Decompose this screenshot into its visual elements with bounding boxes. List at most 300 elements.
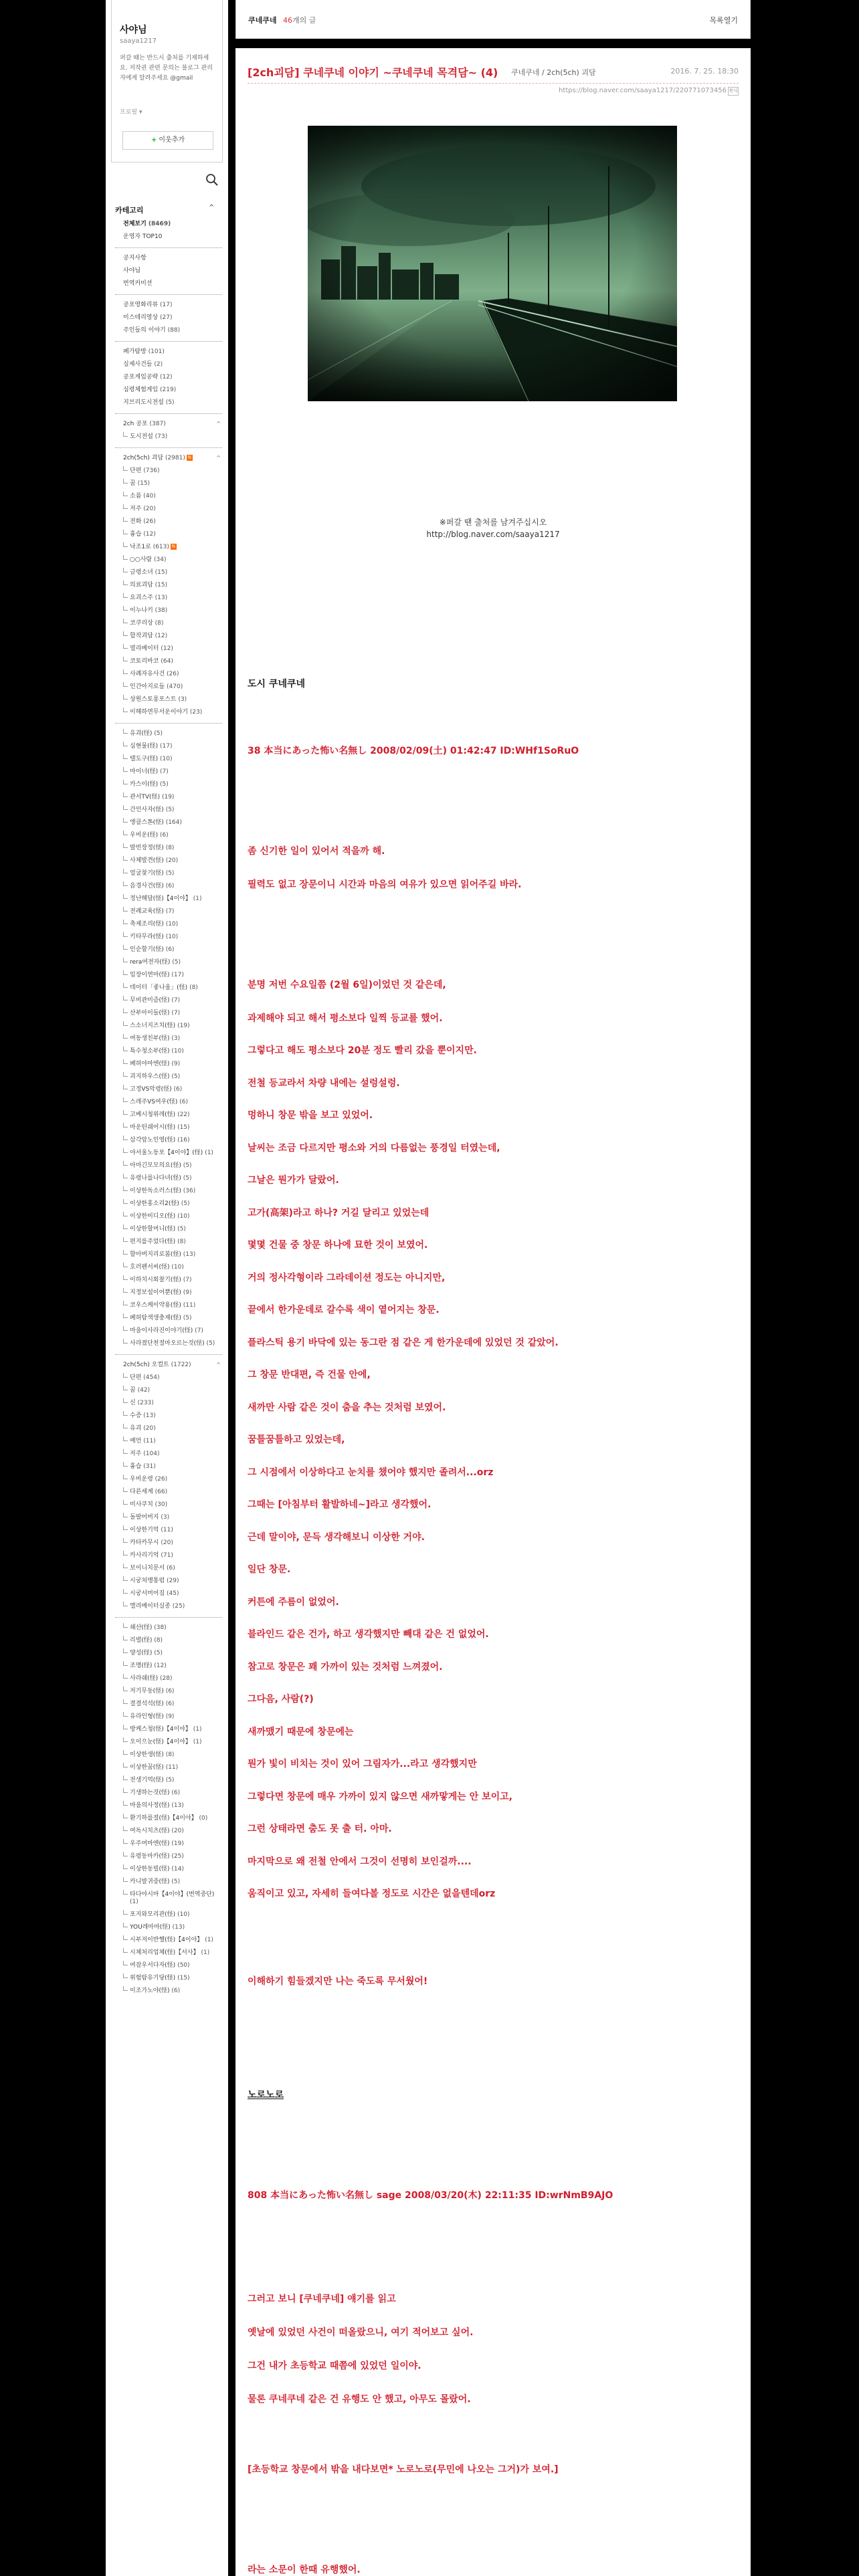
- category-item[interactable]: [115, 1685, 222, 1698]
- category-item[interactable]: [115, 1575, 222, 1588]
- category-item[interactable]: [115, 1711, 222, 1723]
- category-item[interactable]: [115, 1909, 222, 1921]
- category-item[interactable]: [115, 1774, 222, 1787]
- category-item[interactable]: [115, 371, 222, 384]
- category-count: (10): [171, 1264, 184, 1271]
- category-label: 주인들의 이야기: [123, 327, 166, 334]
- category-label: 공포영화리뷰: [123, 302, 159, 308]
- category-item[interactable]: [115, 842, 222, 855]
- search-icon[interactable]: [205, 173, 219, 187]
- category-count: (5): [154, 1650, 163, 1656]
- category-item[interactable]: [115, 905, 222, 918]
- category-item[interactable]: [115, 1210, 222, 1223]
- category-count: (30): [155, 1501, 168, 1508]
- category-label: 심현물(怪): [130, 743, 159, 750]
- category-item[interactable]: [115, 1838, 222, 1850]
- new-badge-icon: N: [171, 544, 176, 549]
- category-divider: [115, 1617, 222, 1618]
- category-item[interactable]: [115, 1435, 222, 1448]
- post-text-line: 과제해야 되고 해서 평소보다 일찍 등교를 했어.: [248, 1013, 443, 1024]
- category-label: 폐허야마엔(怪): [130, 1061, 170, 1067]
- chevron-up-icon[interactable]: ^: [216, 421, 221, 427]
- category-item[interactable]: [115, 1071, 222, 1083]
- category-count: (28): [159, 1675, 173, 1682]
- category-divider: [115, 294, 222, 295]
- category-item[interactable]: [115, 1020, 222, 1033]
- category-item[interactable]: [115, 1185, 222, 1198]
- category-count: (13): [183, 1251, 196, 1258]
- category-item[interactable]: [115, 1850, 222, 1863]
- post-title[interactable]: [2ch괴담] 쿠네쿠네 이야기 ~쿠네쿠네 목격담~ (4): [248, 66, 498, 79]
- category-count: (3): [171, 1035, 181, 1042]
- category-item[interactable]: [115, 1959, 222, 1972]
- category-count: (1): [193, 895, 202, 902]
- category-count: (5): [177, 1226, 186, 1232]
- category-item[interactable]: [115, 655, 222, 668]
- category-count: (17): [160, 302, 173, 308]
- category-count: (6): [171, 1790, 181, 1796]
- category-item[interactable]: [115, 1972, 222, 1985]
- category-count: (10): [165, 934, 179, 940]
- category-item[interactable]: [115, 1096, 222, 1109]
- category-item[interactable]: [115, 278, 222, 290]
- category-label: 2ch(5ch) 괴담: [123, 455, 164, 461]
- post-photo[interactable]: [308, 126, 677, 401]
- post-body: [235, 48, 751, 2576]
- category-item[interactable]: [115, 817, 222, 829]
- category-label: 타다야시마【4이야】(번역중단): [130, 1891, 215, 1898]
- category-item[interactable]: [115, 1537, 222, 1549]
- category-item[interactable]: [115, 1299, 222, 1312]
- category-count: (66): [155, 1489, 168, 1495]
- category-item[interactable]: [115, 1524, 222, 1537]
- category-count: (0): [199, 1815, 208, 1822]
- category-label: 무비관미즘(怪): [130, 997, 170, 1004]
- post-text-line: 필력도 없고 장문이니 시간과 마음의 여유가 있으면 읽어주길 바라.: [248, 879, 522, 890]
- category-count: (20): [171, 1828, 184, 1834]
- category-count: (5): [181, 1200, 190, 1207]
- category-item[interactable]: [115, 1600, 222, 1613]
- post-text-line: 그건 내가 초등학교 때쯤에 있었던 일이야.: [248, 2361, 421, 2371]
- category-label: 2ch(5ch) 오컬트: [123, 1362, 169, 1368]
- category-count: (8): [165, 1751, 175, 1758]
- category-item[interactable]: [115, 1147, 222, 1160]
- category-item[interactable]: [115, 918, 222, 931]
- category-item[interactable]: [115, 1109, 222, 1121]
- category-item[interactable]: [115, 252, 222, 265]
- category-count: (5): [171, 1073, 181, 1080]
- category-item[interactable]: [115, 893, 222, 905]
- category-label: 호러펜서씨(怪): [130, 1264, 170, 1271]
- category-count: (19): [177, 1023, 190, 1029]
- category-label: 사야님: [123, 267, 141, 274]
- category-item[interactable]: [115, 1083, 222, 1096]
- category-label: 지브리도시전설: [123, 399, 164, 406]
- category-label: 사례자유사건: [130, 671, 165, 677]
- copy-url-button[interactable]: 복사: [728, 87, 739, 96]
- category-item[interactable]: [115, 1325, 222, 1337]
- category-item[interactable]: [115, 1473, 222, 1486]
- category-item[interactable]: [115, 804, 222, 817]
- category-count: (15): [155, 582, 168, 588]
- category-item[interactable]: [115, 503, 222, 516]
- category-label: 단편: [130, 1374, 142, 1381]
- title-divider: [248, 83, 739, 84]
- post-url[interactable]: https://blog.naver.com/saaya1217/220771073456: [559, 87, 727, 94]
- category-item[interactable]: [115, 1647, 222, 1660]
- category-item[interactable]: [115, 778, 222, 791]
- profile-nickname[interactable]: 사야님: [120, 25, 147, 35]
- category-count: (233): [137, 1400, 154, 1406]
- category-item[interactable]: [115, 766, 222, 778]
- category-count: (5): [165, 870, 175, 877]
- category-item[interactable]: [115, 630, 222, 643]
- category-item[interactable]: [115, 218, 222, 231]
- copyright-notice: ※퍼갈 땐 출처를 남겨주십시오: [439, 518, 547, 527]
- category-item[interactable]: [115, 728, 222, 740]
- category-item[interactable]: [115, 1337, 222, 1350]
- category-item[interactable]: [115, 617, 222, 630]
- category-count: (101): [148, 348, 165, 355]
- category-item[interactable]: [115, 1499, 222, 1511]
- category-label: 낙조1로: [130, 544, 151, 550]
- category-item[interactable]: [115, 1549, 222, 1562]
- category-label: 오이으눈(怪)【4이야】: [130, 1739, 191, 1745]
- category-count: (50): [177, 1962, 190, 1969]
- category-item[interactable]: [115, 1160, 222, 1172]
- category-label: 여동생친부(怪): [130, 1035, 170, 1042]
- category-label: 축제조리(怪): [130, 921, 164, 928]
- category-item[interactable]: [115, 1261, 222, 1274]
- category-label: 마을의사정(怪): [130, 1802, 170, 1809]
- category-item[interactable]: [115, 1397, 222, 1410]
- category-label: 코쿠리상: [130, 620, 153, 627]
- category-count: (5): [206, 1340, 215, 1347]
- category-item[interactable]: [115, 1660, 222, 1673]
- post-text-line: 808 本当にあった怖い名無し sage 2008/03/20(木) 22:11:35 ID:wrNmB9AJO: [248, 2190, 613, 2201]
- category-item[interactable]: [115, 324, 222, 337]
- chevron-up-icon[interactable]: ^: [209, 204, 215, 211]
- category-item[interactable]: [115, 969, 222, 982]
- category-item[interactable]: [115, 1274, 222, 1287]
- category-item[interactable]: [115, 994, 222, 1007]
- chevron-up-icon[interactable]: ^: [216, 455, 221, 461]
- category-label: 다른세계: [130, 1489, 153, 1495]
- category-item[interactable]: [115, 1863, 222, 1876]
- category-item[interactable]: [115, 956, 222, 969]
- category-count: (11): [143, 1438, 156, 1444]
- category-item[interactable]: [115, 605, 222, 617]
- category-item[interactable]: [115, 880, 222, 893]
- category-label: 텔도구(怪): [130, 756, 159, 762]
- category-item[interactable]: [115, 299, 222, 312]
- category-count: (26): [167, 671, 179, 677]
- category-label: 이상한기억: [130, 1527, 159, 1533]
- cityscape-image: [308, 126, 677, 401]
- category-item[interactable]: [115, 418, 222, 431]
- category-item[interactable]: [115, 397, 222, 409]
- category-label: 이하치시회찰기(怪): [130, 1277, 181, 1283]
- post-count: [283, 15, 316, 25]
- category-item[interactable]: [115, 982, 222, 994]
- category-item[interactable]: [115, 541, 222, 554]
- category-label: 보이니치문서: [130, 1565, 165, 1572]
- category-item[interactable]: [115, 452, 222, 465]
- post-date: 2016. 7. 25. 18:30: [670, 67, 739, 76]
- category-item[interactable]: [115, 1058, 222, 1071]
- chevron-up-icon[interactable]: ^: [216, 1362, 221, 1368]
- category-item[interactable]: [115, 1825, 222, 1838]
- category-item[interactable]: [115, 1921, 222, 1934]
- category-label: 양성(怪): [130, 1650, 153, 1656]
- category-count: (12): [154, 1662, 167, 1669]
- category-count: (15): [177, 1975, 190, 1981]
- category-count: (8): [165, 845, 175, 851]
- list-open-button[interactable]: 목록열기: [709, 16, 738, 25]
- category-item[interactable]: [115, 867, 222, 880]
- category-count: (40): [143, 493, 156, 500]
- category-item[interactable]: [115, 829, 222, 842]
- category-item[interactable]: [115, 1249, 222, 1261]
- category-count: (1): [193, 1726, 202, 1733]
- category-count: (8): [155, 620, 164, 627]
- post-text-line: 분명 저번 수요일쯤 (2월 6일)이었던 것 같은데,: [248, 980, 446, 990]
- category-item[interactable]: [115, 1033, 222, 1045]
- category-item[interactable]: [115, 1172, 222, 1185]
- category-count: (8): [154, 1637, 163, 1644]
- profile-link[interactable]: 프로필 ▾: [120, 109, 142, 116]
- category-count: (31): [143, 1463, 156, 1470]
- category-item[interactable]: [115, 668, 222, 681]
- post-text-line: 38 本当にあった怖い名無し 2008/02/09(土) 01:42:47 ID:WHf1SoRuO: [248, 746, 579, 756]
- category-item[interactable]: [115, 1236, 222, 1249]
- category-label: 우비운(怪): [130, 832, 159, 839]
- category-item[interactable]: [115, 1947, 222, 1959]
- post-count-suffix: 개의 글: [292, 16, 316, 25]
- category-item[interactable]: [115, 231, 222, 243]
- category-item[interactable]: [115, 1372, 222, 1384]
- category-count: (17): [159, 743, 173, 750]
- post-text-line: 그 시점에서 이상하다고 눈치를 챘어야 했지만 졸려서...orz: [248, 1467, 494, 1478]
- category-count: (1): [205, 1150, 213, 1156]
- category-item[interactable]: [115, 1673, 222, 1685]
- post-text-line: 몇몇 건물 중 창문 하나에 묘한 것이 보였어.: [248, 1240, 428, 1251]
- category-item[interactable]: [115, 579, 222, 592]
- category-label: 산부아이들(怪): [130, 1010, 170, 1016]
- category-item[interactable]: [115, 1121, 222, 1134]
- category-item[interactable]: [115, 1134, 222, 1147]
- category-label: 이조가노야(怪): [130, 1988, 170, 1994]
- category-count: (7): [183, 1277, 192, 1283]
- category-item[interactable]: [115, 1749, 222, 1761]
- post-text-line: 그러고 보니 [쿠네쿠네] 얘기를 읽고: [248, 2294, 396, 2304]
- category-label: 키타무라(怪): [130, 934, 164, 940]
- category-item[interactable]: [115, 346, 222, 358]
- category-count: (23): [189, 709, 203, 716]
- category-list: [115, 218, 222, 1998]
- category-item[interactable]: [115, 358, 222, 371]
- category-item[interactable]: [115, 681, 222, 693]
- category-label: 카타카무시: [130, 1539, 159, 1546]
- category-label: 열리베이터: [130, 645, 159, 652]
- category-count: (613): [153, 544, 169, 550]
- category-count: (15): [155, 569, 168, 576]
- category-item[interactable]: [115, 1812, 222, 1825]
- category-item[interactable]: [115, 643, 222, 655]
- category-label: 미스테리영상: [123, 314, 159, 321]
- category-label: 카스이(怪): [130, 781, 159, 788]
- category-label: YOU레마마(怪): [130, 1924, 171, 1931]
- category-item[interactable]: [115, 693, 222, 706]
- category-divider: [115, 247, 222, 248]
- category-item[interactable]: [115, 1761, 222, 1774]
- category-item[interactable]: [115, 516, 222, 528]
- category-count: (9): [183, 1289, 192, 1296]
- post-text-line: 옛날에 있었던 사건이 떠올랐으니, 여기 적어보고 싶어.: [248, 2327, 474, 2338]
- category-label: 리벌(怪): [130, 1637, 153, 1644]
- blog-link[interactable]: http://blog.naver.com/saaya1217: [426, 530, 560, 539]
- category-count: (42): [137, 1387, 151, 1394]
- category-item[interactable]: [115, 1410, 222, 1422]
- category-label: 유괴: [130, 1425, 142, 1432]
- category-count: (5): [159, 781, 169, 788]
- category-label: 전체보기: [123, 221, 147, 227]
- category-label: 임장이연마(怪): [130, 972, 170, 978]
- category-count: (736): [143, 467, 160, 474]
- category-item[interactable]: [115, 1985, 222, 1998]
- category-item[interactable]: [115, 791, 222, 804]
- category-count: (20): [165, 857, 179, 864]
- category-label: 편지를주었다(怪): [130, 1239, 176, 1245]
- post-text-line: 일단 창문.: [248, 1564, 291, 1575]
- category-label: 공지사항: [123, 255, 147, 261]
- category-item[interactable]: [115, 1723, 222, 1736]
- category-count: (12): [161, 645, 173, 652]
- category-label: 코우스케이약용(怪): [130, 1302, 181, 1309]
- plus-icon: +: [151, 136, 157, 144]
- category-label: 합작괴담: [130, 633, 153, 639]
- category-item[interactable]: [115, 1562, 222, 1575]
- category-item[interactable]: [115, 1045, 222, 1058]
- new-badge-icon: N: [187, 455, 191, 460]
- category-count: (26): [155, 1476, 168, 1483]
- category-item[interactable]: [115, 706, 222, 719]
- category-count: (15): [177, 1124, 190, 1131]
- category-item[interactable]: [115, 931, 222, 944]
- category-item[interactable]: [115, 1486, 222, 1499]
- category-title[interactable]: 카테고리: [115, 206, 144, 215]
- category-label: 요괴스주: [130, 595, 153, 601]
- category-label: 스레주VS여우(怪): [130, 1099, 178, 1105]
- category-label: 쇄산(怪): [130, 1624, 153, 1631]
- category-item[interactable]: [115, 1698, 222, 1711]
- category-label: 정난해달(怪)【4이야】: [130, 895, 191, 902]
- category-label: 의료괴담: [130, 582, 153, 588]
- category-item[interactable]: [115, 1287, 222, 1299]
- post-category[interactable]: 쿠네쿠네 / 2ch(5ch) 괴담: [511, 68, 596, 77]
- category-count: (6): [165, 1701, 175, 1707]
- category-item[interactable]: [115, 740, 222, 753]
- category-item[interactable]: [115, 431, 222, 443]
- category-item[interactable]: [115, 1007, 222, 1020]
- category-item[interactable]: [115, 566, 222, 579]
- category-item[interactable]: [115, 1622, 222, 1634]
- category-item[interactable]: [115, 1889, 222, 1909]
- category-count: (12): [143, 531, 156, 538]
- category-item[interactable]: [115, 384, 222, 397]
- category-label: 이상한비디오(怪): [130, 1213, 176, 1220]
- category-item[interactable]: [115, 1511, 222, 1524]
- category-item[interactable]: [115, 465, 222, 477]
- category-count: (73): [155, 433, 168, 440]
- category-label: 예언: [130, 1438, 142, 1444]
- category-item[interactable]: [115, 1198, 222, 1210]
- category-label: 이상한생(怪): [130, 1751, 164, 1758]
- category-count: (36): [183, 1188, 196, 1194]
- category-item[interactable]: [115, 528, 222, 541]
- category-item[interactable]: [115, 1934, 222, 1947]
- category-item[interactable]: [115, 1800, 222, 1812]
- category-item[interactable]: [115, 1312, 222, 1325]
- category-item[interactable]: [115, 592, 222, 605]
- category-label: 삼각암노인영(怪): [130, 1137, 176, 1144]
- category-item[interactable]: [115, 312, 222, 324]
- category-label: 얼굴찾기(怪): [130, 870, 164, 877]
- category-label: 우주여마엔(怪): [130, 1840, 170, 1847]
- category-count: (9): [165, 1713, 175, 1720]
- category-item[interactable]: [115, 1223, 222, 1236]
- category-item[interactable]: [115, 1461, 222, 1473]
- category-count: (5): [183, 1162, 192, 1169]
- category-item[interactable]: [115, 554, 222, 566]
- category-item[interactable]: [115, 1448, 222, 1461]
- category-item[interactable]: [115, 753, 222, 766]
- category-label: 실제사건들: [123, 361, 153, 368]
- category-item[interactable]: [115, 265, 222, 278]
- category-count: (88): [167, 327, 181, 334]
- post-text-line: 꿈틀꿈틀하고 있었는데,: [248, 1434, 345, 1445]
- add-neighbor-button[interactable]: [122, 131, 213, 150]
- category-label: 전례교육(怪): [130, 908, 164, 915]
- category-item[interactable]: [115, 1359, 222, 1372]
- post-text-line: [초등학교 창문에서 밖을 내다보면* 노로노로(무민에 나오는 그거)가 보여.]: [248, 2464, 559, 2475]
- category-count: (7): [165, 908, 175, 915]
- category-item[interactable]: [115, 1736, 222, 1749]
- post-text-line: 블라인드 같은 건가, 하고 생각했지만 빼대 같은 건 없었어.: [248, 1629, 489, 1640]
- category-count: (5): [165, 399, 175, 406]
- category-count: (11): [183, 1302, 196, 1309]
- post-text-line: 물론 쿠네쿠네 같은 건 유행도 안 했고, 아무도 몰랐어.: [248, 2394, 471, 2405]
- category-item[interactable]: [115, 855, 222, 867]
- category-label: 고베시청위레(怪): [130, 1111, 176, 1118]
- category-label: 위험탐유기당(怪): [130, 1975, 176, 1981]
- category-label: 소름: [130, 493, 142, 500]
- category-item[interactable]: [115, 1422, 222, 1435]
- category-item[interactable]: [115, 1588, 222, 1600]
- category-item[interactable]: [115, 944, 222, 956]
- category-item[interactable]: [115, 1787, 222, 1800]
- post-text-line: 근데 말이야, 문득 생각해보니 이상한 거야.: [248, 1532, 425, 1543]
- category-label: 우비운령: [130, 1476, 153, 1483]
- category-label: 사라졌단천절마오르는것(怪): [130, 1340, 205, 1347]
- category-item[interactable]: [115, 1876, 222, 1889]
- category-item[interactable]: [115, 490, 222, 503]
- category-item[interactable]: [115, 477, 222, 490]
- category-item[interactable]: [115, 1384, 222, 1397]
- category-item[interactable]: [115, 1634, 222, 1647]
- blog-category-name[interactable]: 쿠네쿠네: [248, 16, 277, 25]
- category-count: (9): [171, 1061, 181, 1067]
